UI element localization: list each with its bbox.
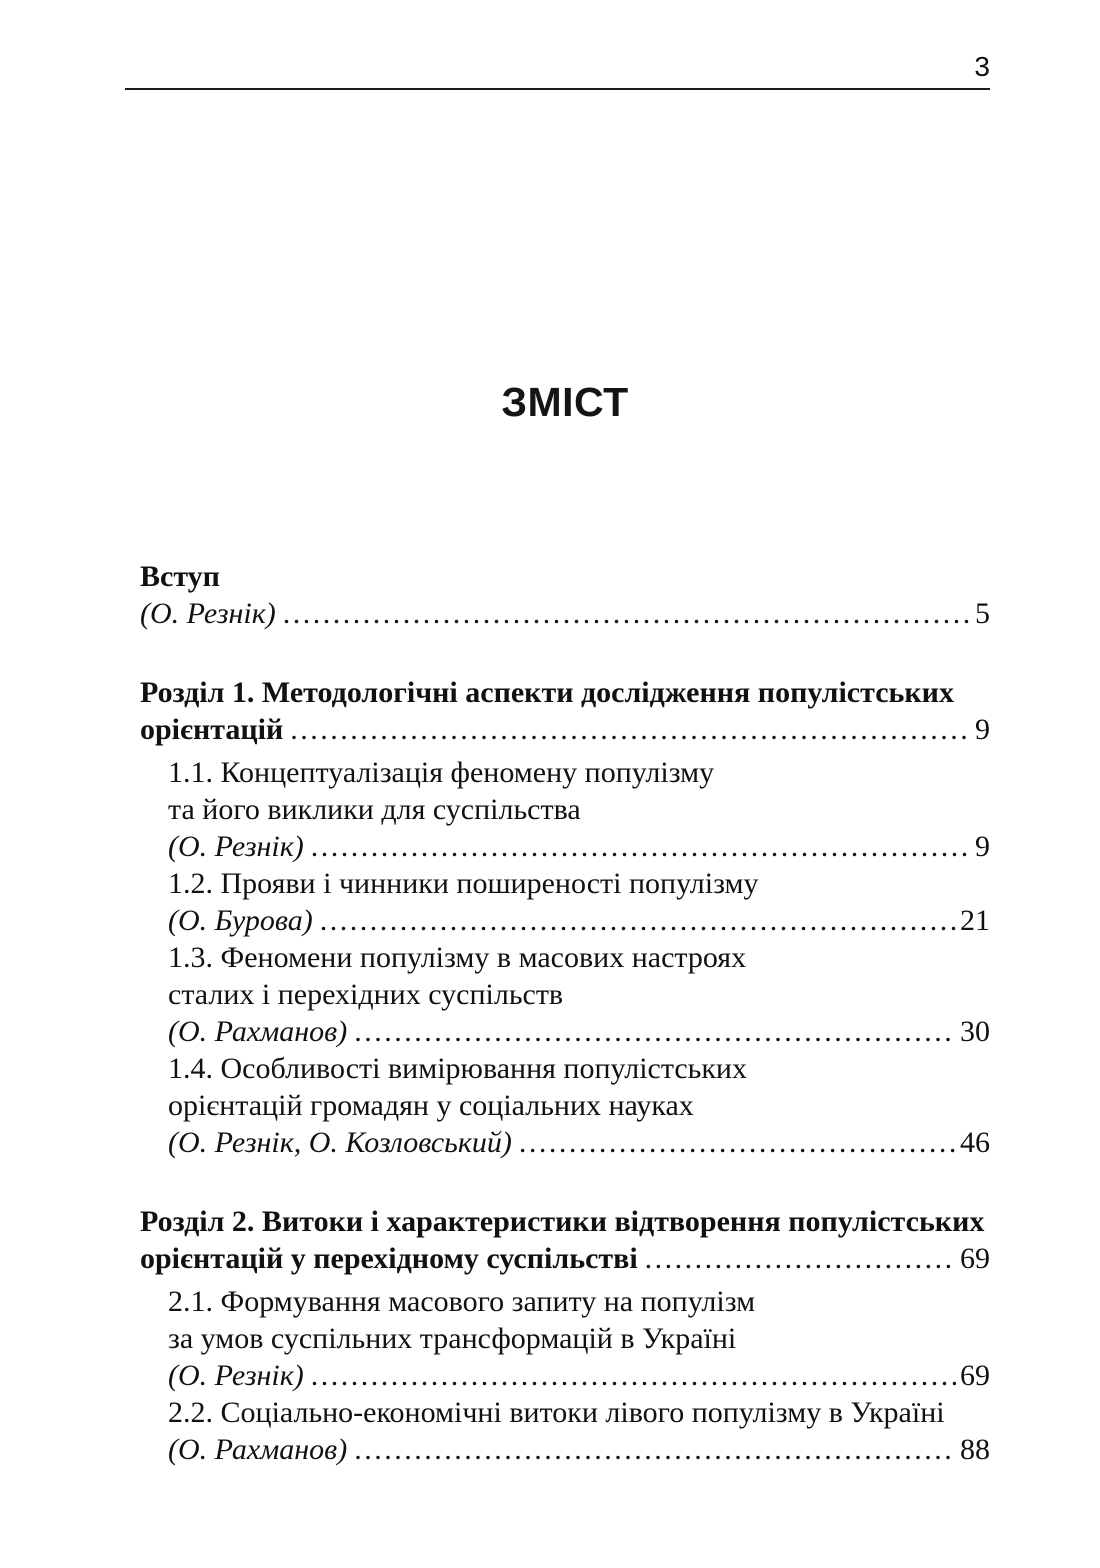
toc-line — [168, 828, 990, 865]
dot-leader — [519, 1124, 956, 1161]
toc-author: (О. Резнік) — [140, 597, 276, 630]
toc-line — [168, 939, 990, 976]
toc-entry-intro — [140, 558, 990, 632]
toc-line — [140, 558, 990, 595]
toc-line — [168, 1394, 990, 1431]
toc-line — [168, 976, 990, 1013]
toc-entry-title: та його виклики для суспільства — [168, 793, 581, 826]
toc-line — [140, 595, 990, 632]
toc-line — [168, 1124, 990, 1161]
toc-entry-title: 1.1. Концептуалізація феномену популізму — [168, 756, 715, 789]
toc-entry-title: 1.2. Прояви і чинники поширеності популізму — [168, 867, 759, 900]
toc-entry-section-2-2 — [140, 1394, 990, 1468]
toc-line — [168, 1087, 990, 1124]
toc-entry-section-1-4 — [140, 1050, 990, 1161]
dot-leader — [311, 828, 971, 865]
dot-leader — [290, 711, 971, 748]
toc-page-number: 46 — [960, 1126, 990, 1159]
toc-entry-title: Розділ 1. Методологічні аспекти дослідження популістських — [140, 676, 954, 709]
toc-author: (О. Резнік, О. Козловський) — [168, 1126, 512, 1159]
toc-page-number: 30 — [960, 1015, 990, 1048]
toc-line — [168, 791, 990, 828]
toc-page-number: 69 — [960, 1242, 990, 1275]
toc-author: (О. Рахманов) — [168, 1433, 348, 1466]
toc-entry-title: 1.3. Феномени популізму в масових настроях — [168, 941, 747, 974]
toc-author: (О. Резнік) — [168, 830, 304, 863]
toc-entry-title: Вступ — [140, 560, 220, 593]
toc-line — [168, 1320, 990, 1357]
toc-entry-section-2-1 — [140, 1283, 990, 1394]
toc-line — [168, 1283, 990, 1320]
toc-entry-section-1-1 — [140, 754, 990, 865]
dot-leader — [354, 1431, 956, 1468]
toc-page-number: 21 — [960, 904, 990, 937]
toc-line — [168, 865, 990, 902]
toc-line — [168, 1050, 990, 1087]
table-of-contents — [140, 558, 990, 1468]
toc-entry-title: 2.2. Соціально-економічні витоки лівого популізму в Україні — [168, 1396, 945, 1429]
running-head — [140, 52, 990, 90]
toc-line — [168, 1013, 990, 1050]
page-number: 3 — [974, 51, 990, 82]
toc-line — [168, 902, 990, 939]
dot-leader — [645, 1240, 956, 1277]
toc-entry-section-1-2 — [140, 865, 990, 939]
dot-leader — [354, 1013, 956, 1050]
header-rule — [125, 88, 990, 90]
toc-author: (О. Рахманов) — [168, 1015, 348, 1048]
toc-line — [168, 1431, 990, 1468]
toc-page-number: 9 — [975, 830, 990, 863]
toc-page-number: 9 — [975, 713, 990, 746]
toc-entry-title: орієнтацій громадян у соціальних науках — [168, 1089, 694, 1122]
toc-entry-section-1-3 — [140, 939, 990, 1050]
toc-entry-title: Розділ 2. Витоки і характеристики відтворення популістських — [140, 1205, 985, 1238]
toc-author: (О. Резнік) — [168, 1359, 304, 1392]
toc-line — [140, 674, 990, 711]
toc-entry-title: орієнтацій — [140, 713, 284, 746]
toc-line — [140, 1240, 990, 1277]
dot-leader — [283, 595, 971, 632]
toc-entry-title: орієнтацій у перехідному суспільстві — [140, 1242, 638, 1275]
toc-page-number: 5 — [975, 597, 990, 630]
dot-leader — [311, 1357, 956, 1394]
toc-entry-title: за умов суспільних трансформацій в Україні — [168, 1322, 737, 1355]
toc-entry-chapter-1 — [140, 674, 990, 748]
toc-entry-chapter-2 — [140, 1203, 990, 1277]
toc-page-number: 88 — [960, 1433, 990, 1466]
toc-entry-title: 1.4. Особливості вимірювання популістських — [168, 1052, 747, 1085]
dot-leader — [320, 902, 956, 939]
toc-line — [140, 711, 990, 748]
toc-entry-title: 2.1. Формування масового запиту на популізм — [168, 1285, 756, 1318]
toc-author: (О. Бурова) — [168, 904, 313, 937]
toc-line — [168, 1357, 990, 1394]
page-title: ЗМІСТ — [501, 379, 629, 425]
toc-line — [140, 1203, 990, 1240]
toc-line — [168, 754, 990, 791]
toc-page-number: 69 — [960, 1359, 990, 1392]
toc-entry-title: сталих і перехідних суспільств — [168, 978, 564, 1011]
